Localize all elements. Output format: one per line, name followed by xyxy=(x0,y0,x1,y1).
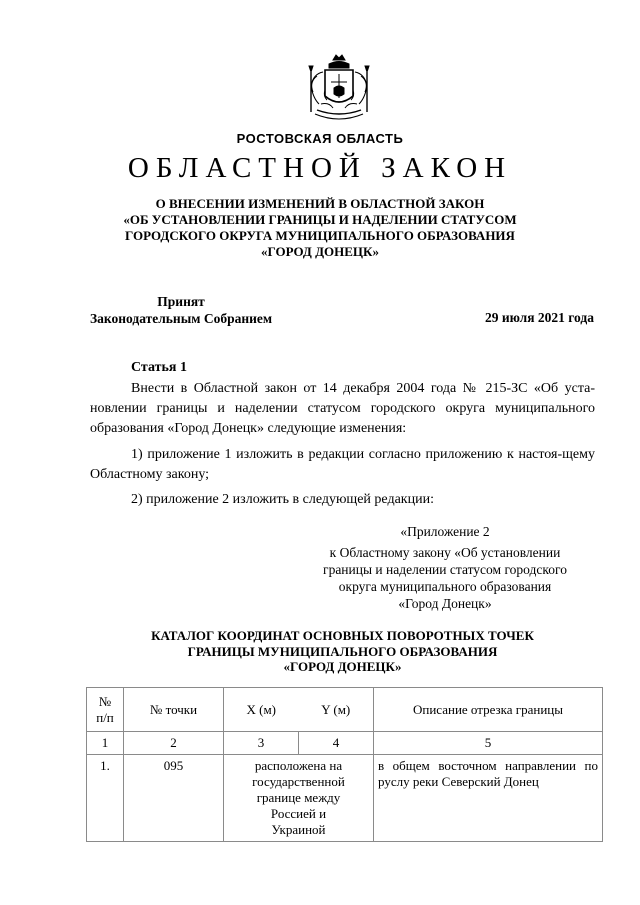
table-index-row xyxy=(87,732,603,755)
header-num xyxy=(87,688,124,732)
appendix-line: границы и наделении статусом городского xyxy=(323,562,567,577)
article-item-2 xyxy=(90,490,595,510)
header-x: X (м) xyxy=(224,688,299,732)
row-coords: расположена на государственной границе между Россией и Украиной xyxy=(224,755,374,842)
coordinates-table xyxy=(86,687,603,842)
row-num: 1. xyxy=(87,755,124,842)
article-intro-paragraph xyxy=(90,379,595,439)
index-cell: 4 xyxy=(299,732,374,755)
adoption-date: 29 июля 2021 года xyxy=(485,310,594,325)
header-y: Y (м) xyxy=(299,688,374,732)
law-subject-line: «ГОРОД ДОНЕЦК» xyxy=(261,244,379,259)
appendix-line: округа муниципального образования xyxy=(338,579,552,594)
appendix-reference xyxy=(290,544,600,612)
law-type-title: ОБЛАСТНОЙ ЗАКОН xyxy=(127,152,513,184)
article-title: Статья 1 xyxy=(131,360,187,375)
adopted-label: Принят xyxy=(157,294,205,309)
appendix-line: «Город Донецк» xyxy=(398,596,492,611)
catalog-title-line: ГРАНИЦЫ МУНИЦИПАЛЬНОГО ОБРАЗОВАНИЯ xyxy=(187,643,498,659)
appendix-title: «Приложение 2 xyxy=(400,524,490,539)
catalog-title-line: КАТАЛОГ КООРДИНАТ ОСНОВНЫХ ПОВОРОТНЫХ ТОЧЕК xyxy=(151,628,534,643)
header-point: № точки xyxy=(124,688,224,732)
table-header-row xyxy=(87,688,603,732)
law-subject-line: «ОБ УСТАНОВЛЕНИИ ГРАНИЦЫ И НАДЕЛЕНИИ СТАТУСОМ xyxy=(123,212,517,227)
appendix-line: к Областному закону «Об установлении xyxy=(329,545,561,560)
law-subject-line: О ВНЕСЕНИИ ИЗМЕНЕНИЙ В ОБЛАСТНОЙ ЗАКОН xyxy=(155,196,485,211)
index-cell: 3 xyxy=(224,732,299,755)
article-item-1-text: 1) приложение 1 изложить в редакции согласно приложению к настоя-щему Областному закону; xyxy=(90,447,595,482)
index-cell: 2 xyxy=(124,732,224,755)
article-item-2-text: 2) приложение 2 изложить в следующей редакции: xyxy=(131,492,434,507)
index-cell: 5 xyxy=(374,732,603,755)
article-intro-text: Внести в Областной закон от 14 декабря 2004 года № 215-ЗС «Об уста-новлении границы и наделении статусом городского округа муниципального образования «Город Донецк» следующие изменения: xyxy=(90,381,595,436)
catalog-title xyxy=(90,628,595,675)
article-item-1 xyxy=(90,445,595,485)
adoption-block xyxy=(90,293,272,327)
header-num-abbr: п/п xyxy=(96,709,114,725)
index-cell: 1 xyxy=(87,732,124,755)
adopted-by: Законодательным Собранием xyxy=(90,311,273,326)
row-desc: в общем восточном направлении по руслу реки Северский Донец xyxy=(374,755,603,842)
law-subject xyxy=(90,196,550,260)
coat-of-arms-emblem xyxy=(303,52,375,128)
law-subject-line: ГОРОДСКОГО ОКРУГА МУНИЦИПАЛЬНОГО ОБРАЗОВАНИЯ xyxy=(125,228,515,243)
header-num-symbol: № xyxy=(98,693,112,709)
region-name: РОСТОВСКАЯ ОБЛАСТЬ xyxy=(236,131,404,146)
header-desc: Описание отрезка границы xyxy=(374,688,603,732)
row-point: 095 xyxy=(124,755,224,842)
catalog-title-line: «ГОРОД ДОНЕЦК» xyxy=(283,659,402,674)
table-row xyxy=(87,755,603,842)
